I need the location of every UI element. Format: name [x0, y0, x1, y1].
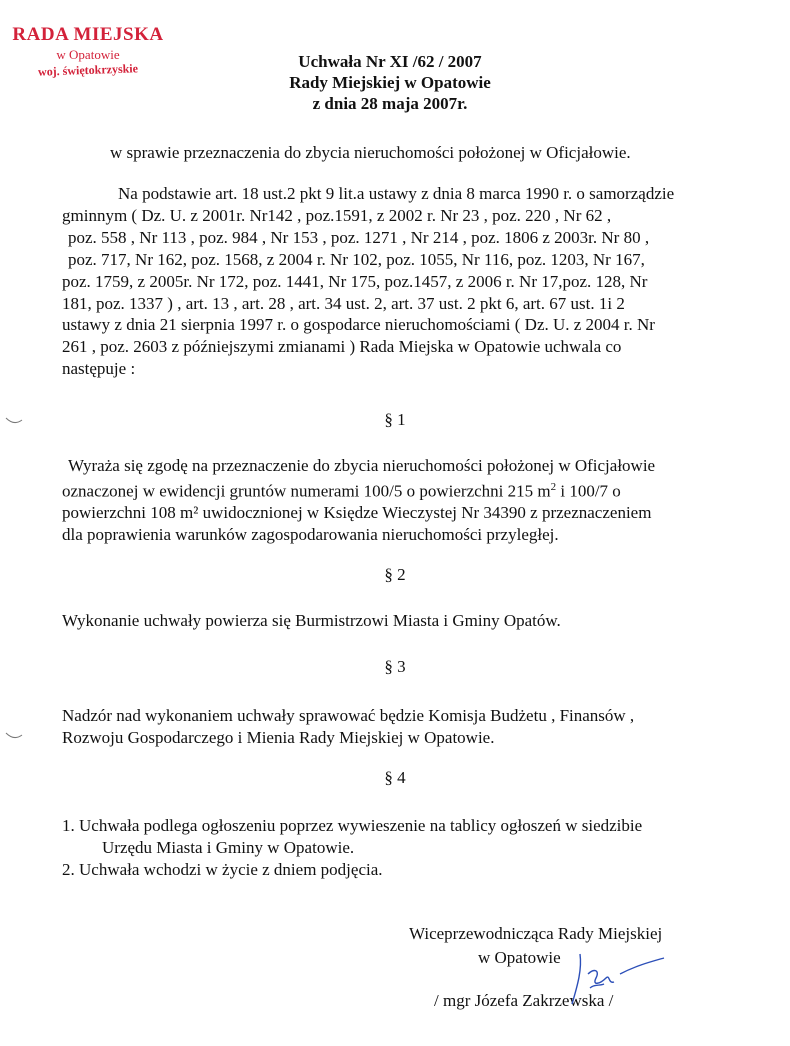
signatory-title-location: w Opatowie [478, 948, 561, 967]
legal-basis-line: poz. 558 , Nr 113 , poz. 984 , Nr 153 , poz. 1271 , Nr 214 , poz. 1806 z 2003r. Nr 80 , [68, 227, 650, 247]
resolution-subject: w sprawie przeznaczenia do zbycia nieruchomości położonej w Oficjałowie. [110, 143, 631, 162]
superscript-two: 2 [550, 480, 557, 493]
section-1-body [62, 455, 762, 546]
section-1-line: dla poprawienia warunków zagospodarowania nieruchomości przyległej. [62, 525, 559, 545]
section-1-text: oznaczonej w ewidencji gruntów numerami 100/5 o powierzchni 215 m [62, 481, 551, 501]
section-3-line: Nadzór nad wykonaniem uchwały sprawować będzie Komisja Budżetu , Finansów , [62, 706, 635, 725]
handwritten-signature [560, 944, 670, 1024]
legal-basis-paragraph [62, 183, 762, 380]
resolution-header [240, 51, 540, 114]
legal-basis-line: następuje : [62, 359, 136, 379]
legal-basis-line: ustawy z dnia 21 sierpnia 1997 r. o gospodarce nieruchomościami ( Dz. U. z 2004 r. Nr [62, 315, 655, 335]
resolution-date: z dnia 28 maja 2007r. [312, 94, 468, 113]
legal-basis-line: poz. 717, Nr 162, poz. 1568, z 2004 r. Nr 102, poz. 1055, Nr 116, poz. 1203, Nr 167, [68, 249, 645, 269]
section-1-line: powierzchni 108 m² uwidocznionej w Księdze Wieczystej Nr 34390 z przeznaczeniem [62, 503, 652, 523]
section-heading-2: § 2 [384, 565, 406, 584]
section-heading-3: § 3 [384, 657, 406, 676]
section-1-text: i 100/7 o [556, 481, 621, 501]
legal-basis-line: gminnym ( Dz. U. z 2001r. Nr142 , poz.1591, z 2002 r. Nr 23 , poz. 220 , Nr 62 , [62, 205, 612, 225]
resolution-issuer: Rady Miejskiej w Opatowie [289, 73, 491, 92]
section-1-line: Wyraża się zgodę na przeznaczenie do zbycia nieruchomości położonej w Oficjałowie [68, 456, 656, 475]
signatory-name: / mgr Józefa Zakrzewska / [434, 991, 614, 1010]
stamp-line-council: RADA MIEJSKA [12, 24, 164, 45]
section-heading-4: § 4 [384, 768, 406, 787]
legal-basis-line: Na podstawie art. 18 ust.2 pkt 9 lit.a ustawy z dnia 8 marca 1990 r. o samorządzie [118, 184, 675, 203]
legal-basis-line: 181, poz. 1337 ) , art. 13 , art. 28 , art. 34 ust. 2, art. 37 ust. 2 pkt 6, art. 67 ust. 1i 2 [62, 293, 625, 313]
council-stamp [8, 24, 168, 78]
list-item: 2. Uchwała wchodzi w życie z dniem podjęcia. [62, 859, 383, 879]
section-3-line: Rozwoju Gospodarczego i Mienia Rady Miejskiej w Opatowie. [62, 727, 495, 747]
section-3-body [62, 705, 762, 749]
section-heading-1: § 1 [384, 410, 406, 429]
section-4-list [62, 815, 782, 881]
stamp-line-voivodeship: woj. świętokrzyskie [37, 61, 139, 79]
legal-basis-line: poz. 1759, z 2005r. Nr 172, poz. 1441, Nr 175, poz.1457, z 2006 r. Nr 17,poz. 128, Nr [62, 271, 648, 291]
stamp-line-town: w Opatowie [56, 47, 120, 62]
resolution-number: Uchwała Nr XI /62 / 2007 [298, 52, 482, 71]
list-item [62, 815, 782, 859]
section-1-line [62, 477, 762, 503]
scan-edge-marks [0, 0, 30, 1046]
section-2-body: Wykonanie uchwały powierza się Burmistrzowi Miasta i Gminy Opatów. [62, 611, 561, 630]
signatory-title: Wiceprzewodnicząca Rady Miejskiej [409, 924, 663, 943]
legal-basis-line: 261 , poz. 2603 z późniejszymi zmianami ) Rada Miejska w Opatowie uchwala co [62, 337, 622, 357]
list-item-text: 1. Uchwała podlega ogłoszeniu poprzez wywieszenie na tablicy ogłoszeń w siedzibie [62, 816, 643, 835]
list-item-text: Urzędu Miasta i Gminy w Opatowie. [102, 837, 355, 857]
